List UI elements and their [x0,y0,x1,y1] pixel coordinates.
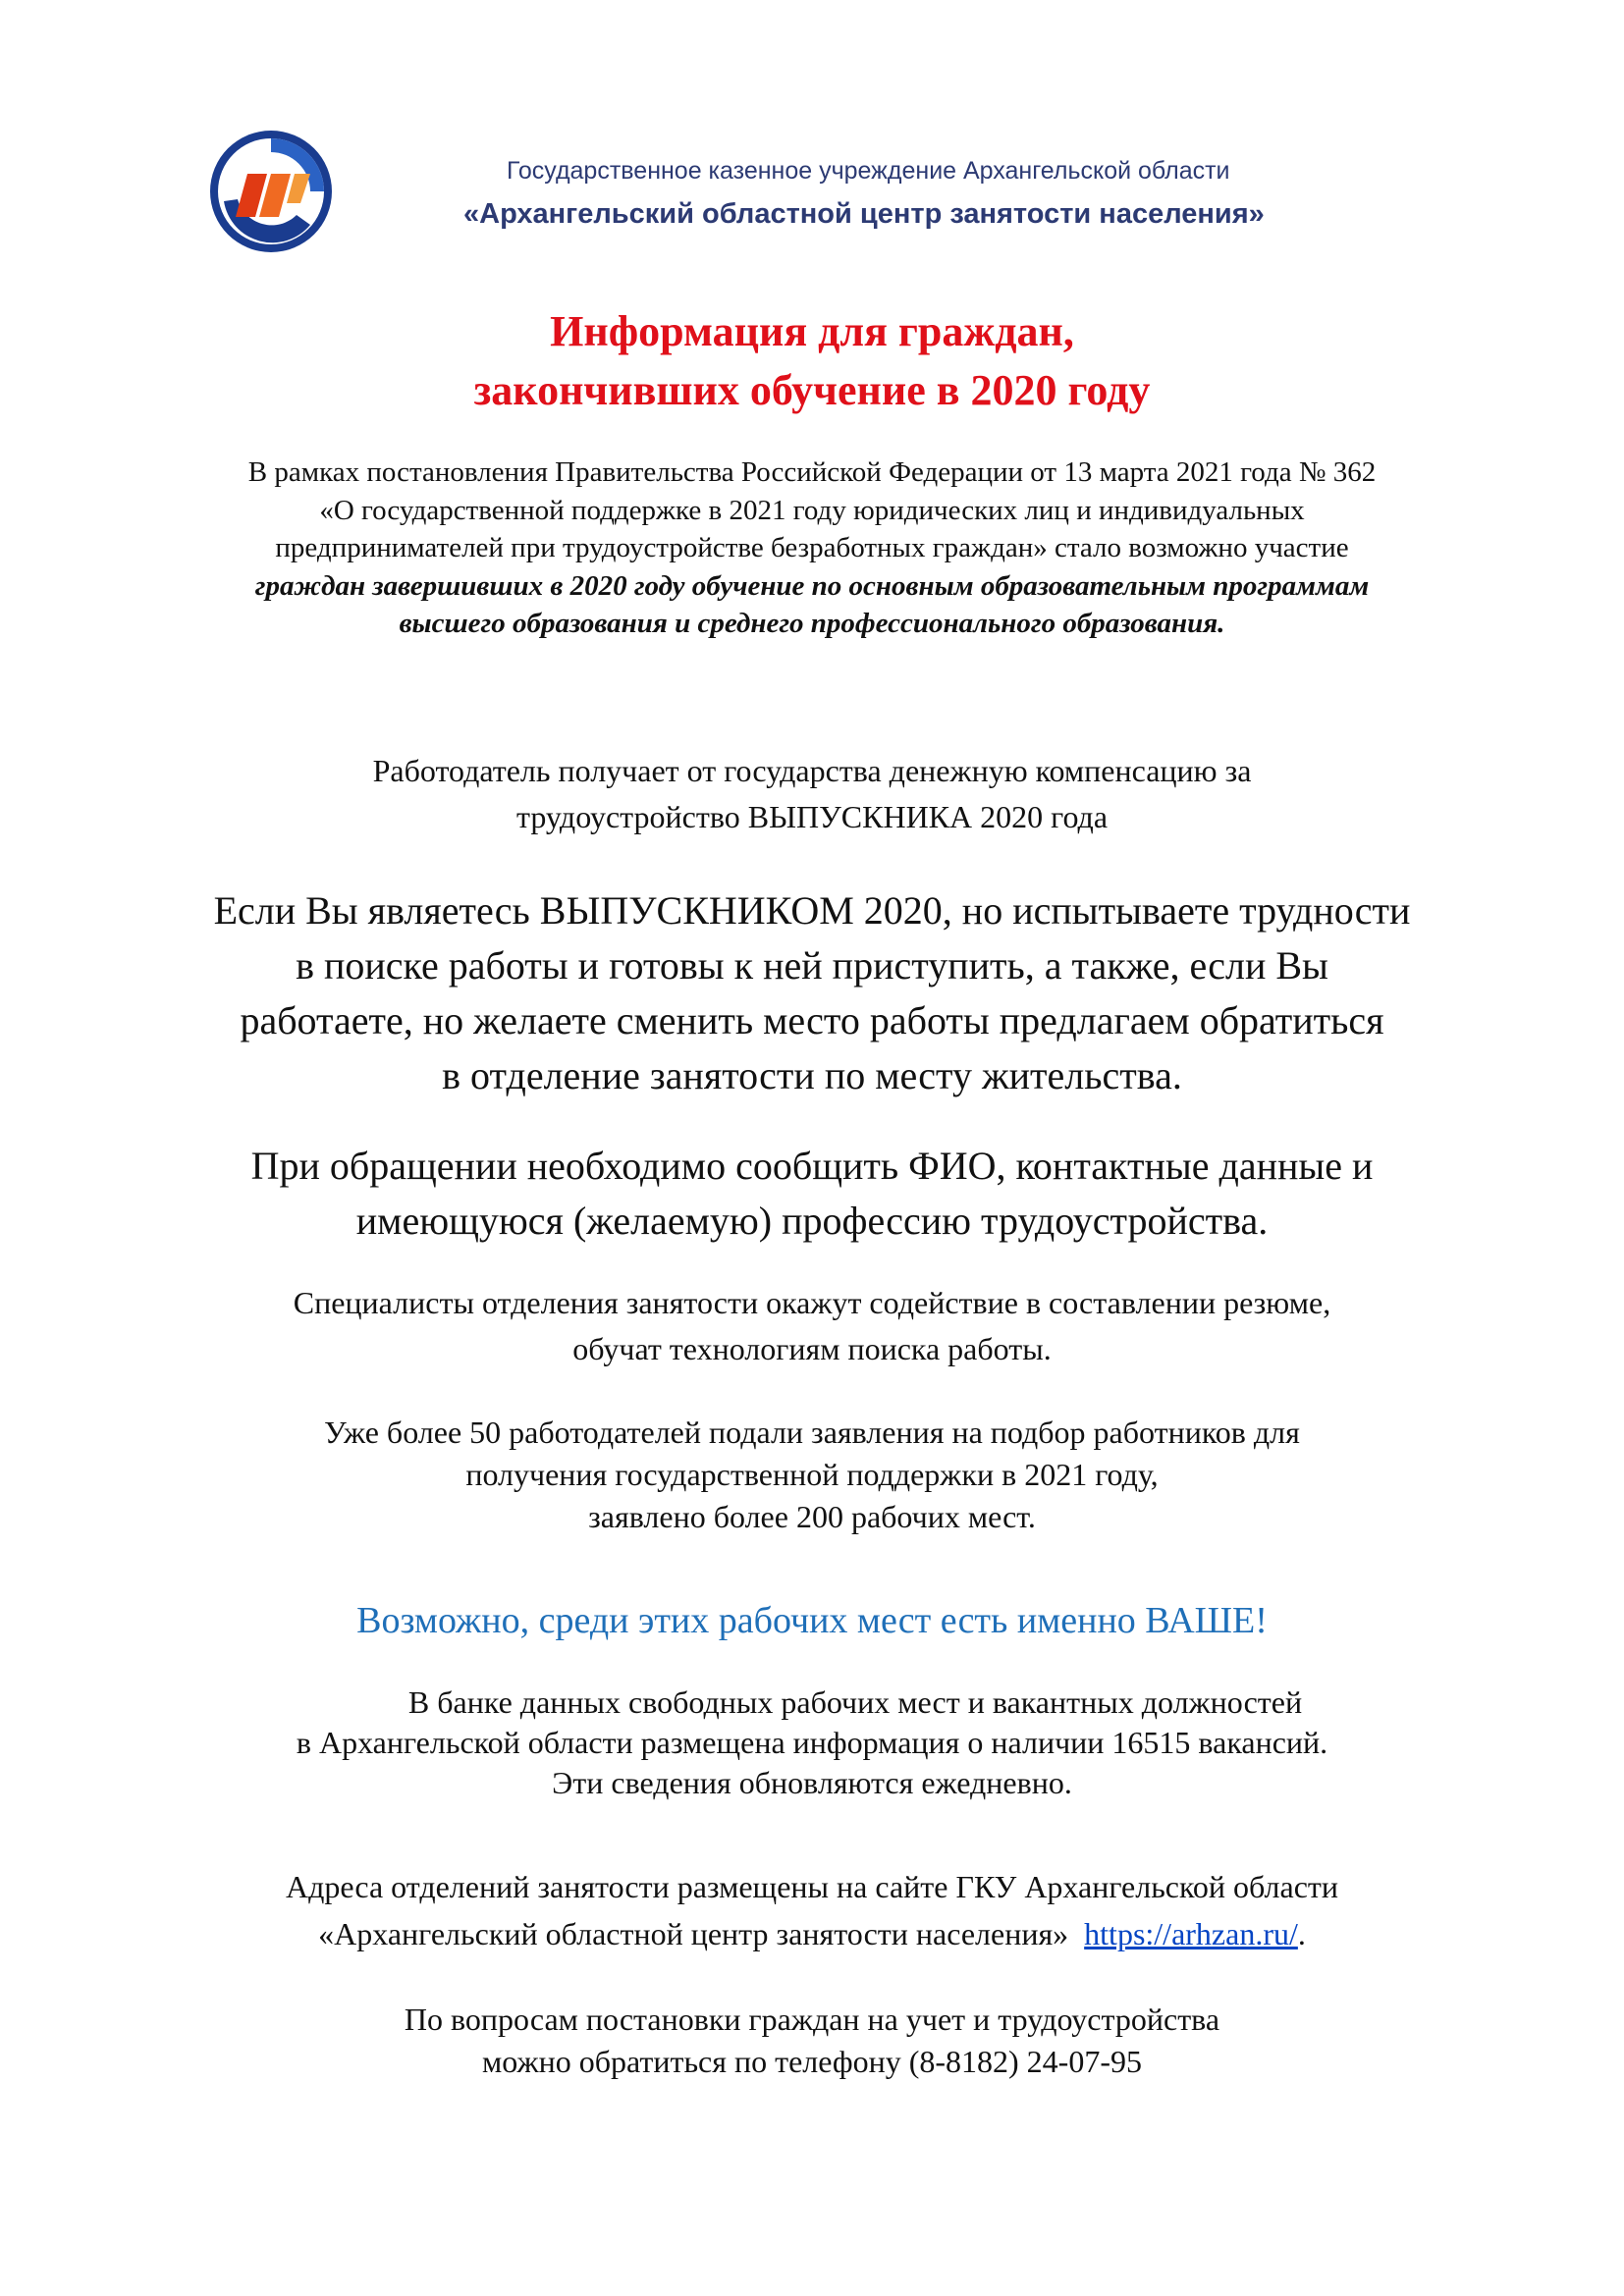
employers-line: получения государственной поддержки в 2021 году, [465,1457,1159,1492]
bank-line: В банке данных свободных рабочих мест и вакантных должностей [407,1684,1303,1720]
highlight-text: Возможно, среди этих рабочих мест есть именно ВАШЕ! [356,1600,1268,1641]
intro-line: «О государственной поддержке в 2021 году юридических лиц и индивидуальных [319,494,1305,526]
phone-paragraph [0,1999,1624,2083]
specialists-paragraph [0,1280,1624,1372]
addresses-line-end: . [1297,1916,1306,1951]
employment-center-logo-icon [202,123,340,260]
contact-line: имеющуюся (желаемую) профессию трудоустройства. [355,1199,1269,1243]
addresses-line-with-link [0,1910,1624,1957]
employers-line: заявлено более 200 рабочих мест. [588,1499,1036,1534]
graduate-paragraph [0,883,1624,1103]
employers-stats-paragraph [0,1412,1624,1538]
phone-number-line: можно обратиться по телефону (8-8182) 24-07-95 [482,2044,1142,2079]
bank-line: Эти сведения обновляются ежедневно. [552,1765,1072,1800]
phone-line: По вопросам постановки граждан на учет и трудоустройства [404,2002,1220,2037]
page-title [0,302,1624,420]
employer-compensation-paragraph [0,748,1624,840]
intro-line: В рамках постановления Правительства Российской Федерации от 13 марта 2021 года № 362 [247,456,1377,488]
addresses-line: Адреса отделений занятости размещены на сайте ГКУ Архангельской области [285,1869,1339,1904]
intro-emphasis-line: граждан завершивших в 2020 году обучение по основным образовательным программам [254,569,1370,602]
intro-paragraph [0,454,1624,643]
specialists-line: Специалисты отделения занятости окажут содействие в составлении резюме, [293,1285,1331,1320]
graduate-line: Если Вы являетесь ВЫПУСКНИКОМ 2020, но испытываете трудности [213,888,1411,933]
header-banner [173,118,1276,265]
highlight-callout [0,1596,1624,1645]
bank-line: в Архангельской области размещена информация о наличии 16515 вакансий. [296,1725,1328,1760]
employers-line: Уже более 50 работодателей подали заявления на подбор работников для [324,1415,1300,1450]
graduate-line: в поиске работы и готовы к ней приступить, а также, если Вы [296,943,1328,988]
graduate-line: в отделение занятости по месту жительства. [442,1053,1182,1097]
contact-info-paragraph [0,1139,1624,1249]
employer-line: Работодатель получает от государства денежную компенсацию за [372,753,1252,788]
addresses-org-text: «Архангельский областной центр занятости населения» [318,1916,1085,1951]
employer-line: трудоустройство ВЫПУСКНИКА 2020 года [515,799,1109,834]
vacancy-bank-paragraph [0,1682,1624,1803]
organization-name: «Архангельский областной центр занятости населения» [463,198,1265,230]
specialists-line: обучат технологиям поиска работы. [572,1331,1052,1366]
addresses-paragraph [0,1863,1624,1957]
graduate-line: работаете, но желаете сменить место работы предлагаем обратиться [240,998,1384,1042]
website-link[interactable]: https://arhzan.ru/ [1084,1916,1298,1951]
organization-type: Государственное казенное учреждение Архангельской области [507,157,1230,185]
intro-emphasis-line: высшего образования и среднего профессионального образования. [399,608,1225,639]
title-line: закончивших обучение в 2020 году [473,366,1151,414]
contact-line: При обращении необходимо сообщить ФИО, контактные данные и [250,1144,1374,1188]
intro-line: предпринимателей при трудоустройстве безработных граждан» стало возможно участие [275,532,1349,563]
title-line: Информация для граждан, [550,307,1074,355]
